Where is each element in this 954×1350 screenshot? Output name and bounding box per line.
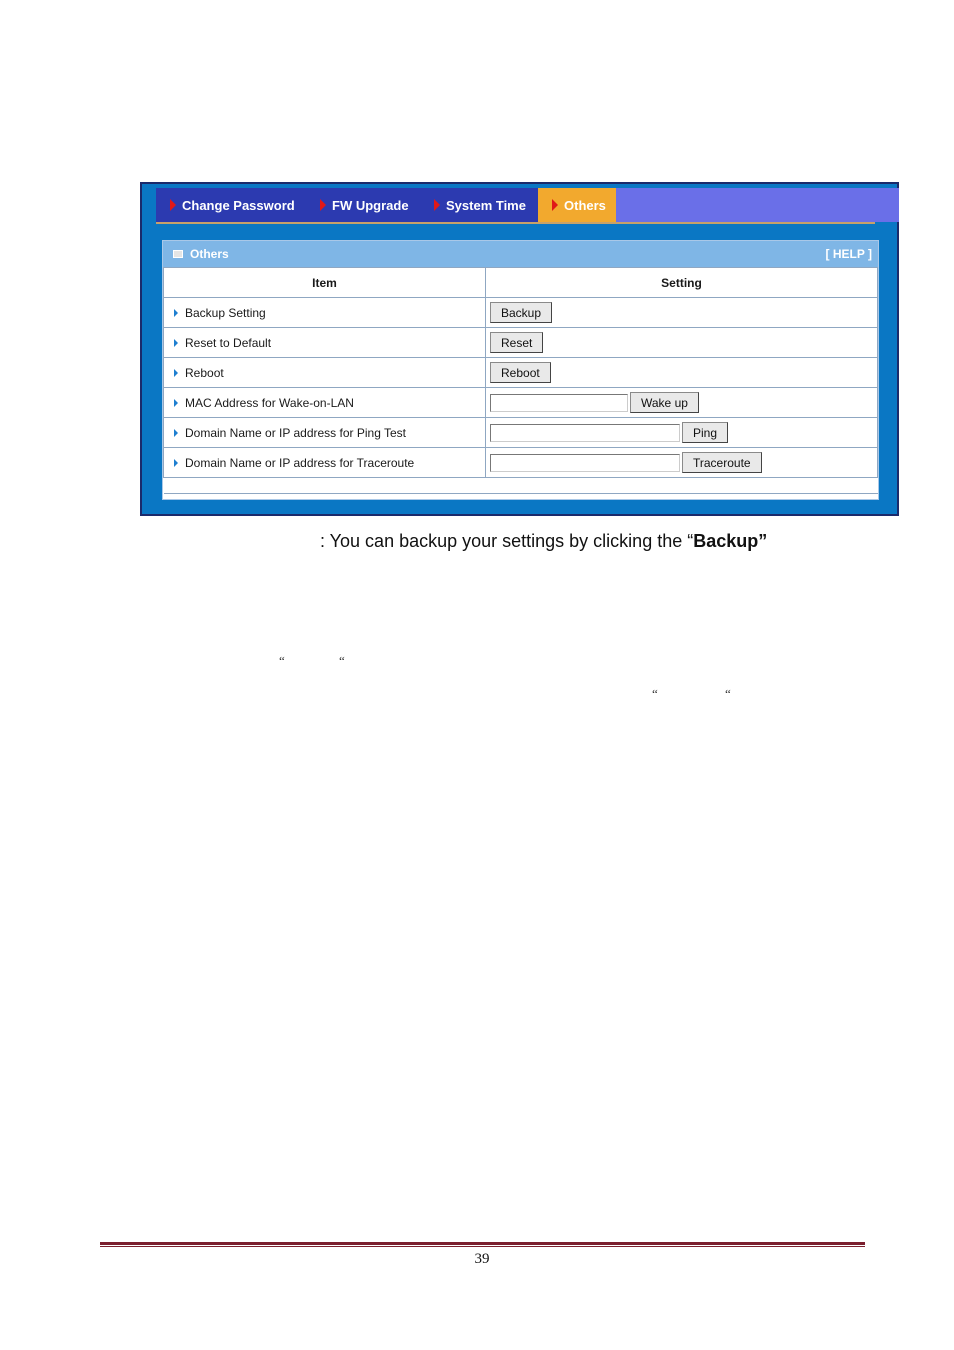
table-row [164, 298, 878, 328]
help-link[interactable]: [ HELP ] [825, 247, 872, 261]
bullet-triangle-icon [174, 429, 178, 437]
bullet-triangle-icon [174, 339, 178, 347]
tab-underline [156, 222, 875, 224]
row-setting-cell [486, 418, 878, 448]
table-row [164, 388, 878, 418]
bullet-triangle-icon [174, 399, 178, 407]
row-label: MAC Address for Wake-on-LAN [185, 395, 354, 410]
tab-fw-upgrade[interactable] [306, 188, 420, 222]
ping-button[interactable]: Ping [682, 422, 728, 443]
panel-header [163, 241, 878, 267]
row-label: Reset to Default [185, 335, 272, 350]
footer-rule [100, 1242, 865, 1245]
row-label: Domain Name or IP address for Ping Test [185, 425, 406, 440]
tab-label: FW Upgrade [332, 197, 409, 213]
panel-square-icon [173, 250, 183, 258]
caption-plain: : You can backup your settings by clicking the “ [320, 531, 694, 551]
column-header-setting: Setting [486, 268, 878, 298]
reboot-button[interactable]: Reboot [490, 362, 551, 383]
row-label: Backup Setting [185, 305, 266, 320]
row-setting-cell [486, 298, 878, 328]
row-setting-cell [486, 448, 878, 478]
row-setting-cell [486, 358, 878, 388]
bullet-triangle-icon [174, 369, 178, 377]
row-setting-cell [486, 328, 878, 358]
tab-label: Others [564, 197, 606, 213]
red-arrow-icon [552, 199, 558, 211]
table-row [164, 328, 878, 358]
tab-system-time[interactable] [420, 188, 538, 222]
row-label-cell [164, 328, 486, 358]
row-label-cell [164, 448, 486, 478]
stray-quote: “ [279, 653, 285, 668]
traceroute-host-input[interactable] [490, 454, 680, 472]
row-label: Domain Name or IP address for Traceroute [185, 455, 415, 470]
panel-title-text: Others [190, 247, 229, 261]
tab-label: System Time [446, 197, 526, 213]
table-row [164, 418, 878, 448]
tab-label: Change Password [182, 197, 295, 213]
footer-rule-thin [100, 1246, 865, 1247]
reset-button[interactable]: Reset [490, 332, 543, 353]
tab-others[interactable] [538, 188, 616, 222]
wake-up-button[interactable]: Wake up [630, 392, 699, 413]
row-label-cell [164, 418, 486, 448]
table-row [164, 358, 878, 388]
traceroute-button[interactable]: Traceroute [682, 452, 762, 473]
panel-title [173, 247, 229, 261]
mac-address-input[interactable] [490, 394, 628, 412]
row-label-cell [164, 298, 486, 328]
row-label: Reboot [185, 365, 224, 380]
bullet-triangle-icon [174, 459, 178, 467]
row-label-cell [164, 358, 486, 388]
backup-button[interactable]: Backup [490, 302, 552, 323]
bullet-triangle-icon [174, 309, 178, 317]
column-header-item: Item [164, 268, 486, 298]
tab-change-password[interactable] [156, 188, 306, 222]
red-arrow-icon [434, 199, 440, 211]
caption-bold: Backup” [693, 531, 768, 551]
empty-cell [164, 478, 878, 494]
table-footer-row [164, 478, 878, 494]
row-setting-cell [486, 388, 878, 418]
page-number: 39 [474, 1251, 490, 1267]
caption-text [320, 531, 767, 552]
router-ui-screenshot [140, 182, 899, 516]
red-arrow-icon [320, 199, 326, 211]
ping-host-input[interactable] [490, 424, 680, 442]
tab-bar [156, 188, 899, 222]
row-label-cell [164, 388, 486, 418]
settings-table [163, 267, 878, 494]
red-arrow-icon [170, 199, 176, 211]
others-panel [162, 240, 879, 500]
stray-quote: “ [652, 686, 658, 701]
table-header-row [164, 268, 878, 298]
stray-quote: “ [339, 653, 345, 668]
table-row [164, 448, 878, 478]
stray-quote: “ [725, 686, 731, 701]
